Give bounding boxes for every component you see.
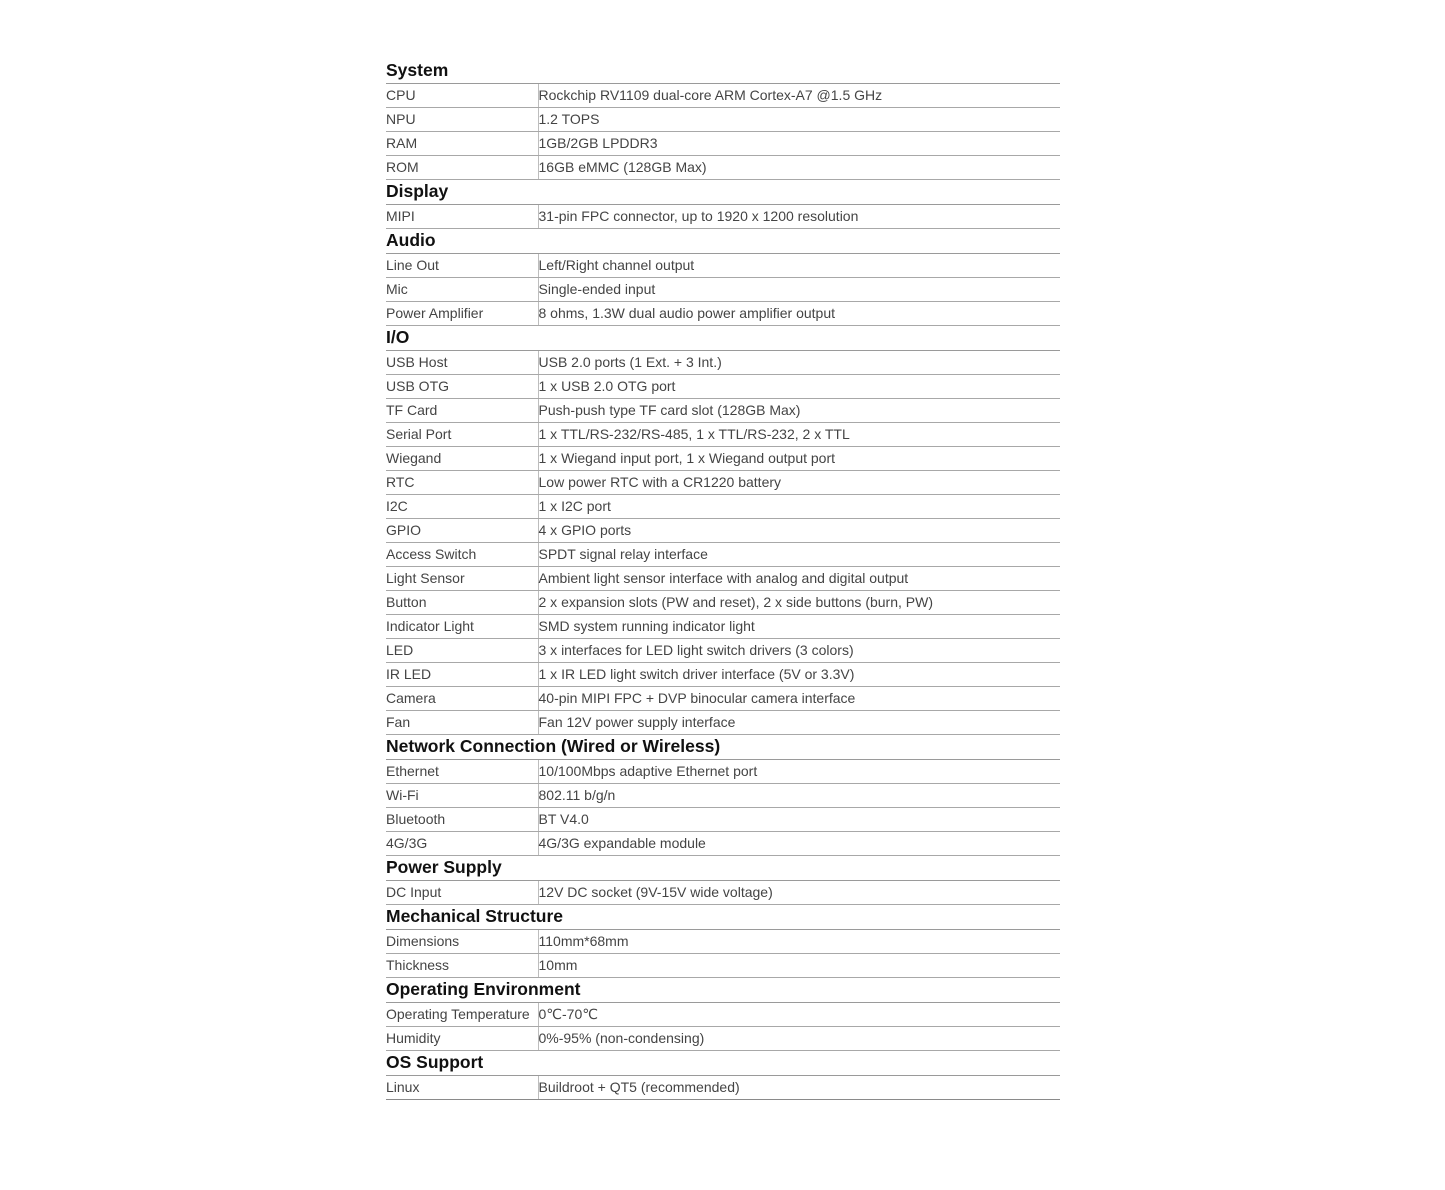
spec-label: MIPI xyxy=(386,204,538,228)
section-header-row xyxy=(386,179,1060,204)
spec-label: ROM xyxy=(386,155,538,179)
spec-value: Fan 12V power supply interface xyxy=(538,710,1060,734)
spec-value: Push-push type TF card slot (128GB Max) xyxy=(538,398,1060,422)
section-header-row xyxy=(386,1050,1060,1075)
spec-label: Wiegand xyxy=(386,446,538,470)
spec-label: I2C xyxy=(386,494,538,518)
spec-row xyxy=(386,1075,1060,1099)
spec-row xyxy=(386,155,1060,179)
spec-label: Mic xyxy=(386,277,538,301)
spec-row xyxy=(386,83,1060,107)
spec-row xyxy=(386,759,1060,783)
spec-value: Rockchip RV1109 dual-core ARM Cortex-A7 @1.5 GHz xyxy=(538,83,1060,107)
spec-label: Line Out xyxy=(386,253,538,277)
spec-row xyxy=(386,422,1060,446)
spec-label: Wi-Fi xyxy=(386,783,538,807)
section-title: Power Supply xyxy=(386,855,1060,880)
spec-row xyxy=(386,662,1060,686)
spec-label: Fan xyxy=(386,710,538,734)
spec-label: Humidity xyxy=(386,1026,538,1050)
spec-row xyxy=(386,831,1060,855)
spec-row xyxy=(386,710,1060,734)
section-header-row xyxy=(386,977,1060,1002)
spec-row xyxy=(386,1026,1060,1050)
spec-label: Serial Port xyxy=(386,422,538,446)
spec-value: SMD system running indicator light xyxy=(538,614,1060,638)
spec-row xyxy=(386,566,1060,590)
section-header-row xyxy=(386,855,1060,880)
spec-label: USB OTG xyxy=(386,374,538,398)
spec-label: IR LED xyxy=(386,662,538,686)
spec-value: USB 2.0 ports (1 Ext. + 3 Int.) xyxy=(538,350,1060,374)
spec-row xyxy=(386,204,1060,228)
section-title: Display xyxy=(386,179,1060,204)
spec-value: 1 x I2C port xyxy=(538,494,1060,518)
spec-label: Light Sensor xyxy=(386,566,538,590)
section-header-row xyxy=(386,228,1060,253)
spec-value: Left/Right channel output xyxy=(538,253,1060,277)
spec-row xyxy=(386,1002,1060,1026)
spec-value: 0%-95% (non-condensing) xyxy=(538,1026,1060,1050)
spec-value: 1.2 TOPS xyxy=(538,107,1060,131)
spec-row xyxy=(386,446,1060,470)
spec-label: Linux xyxy=(386,1075,538,1099)
section-header-row xyxy=(386,734,1060,759)
spec-row xyxy=(386,929,1060,953)
section-title: OS Support xyxy=(386,1050,1060,1075)
spec-row xyxy=(386,131,1060,155)
spec-row xyxy=(386,590,1060,614)
spec-value: 1 x TTL/RS-232/RS-485, 1 x TTL/RS-232, 2 x TTL xyxy=(538,422,1060,446)
spec-value: 3 x interfaces for LED light switch drivers (3 colors) xyxy=(538,638,1060,662)
spec-label: LED xyxy=(386,638,538,662)
spec-table xyxy=(386,58,1060,1100)
spec-row xyxy=(386,783,1060,807)
spec-value: 10/100Mbps adaptive Ethernet port xyxy=(538,759,1060,783)
spec-row xyxy=(386,638,1060,662)
spec-row xyxy=(386,107,1060,131)
spec-value: BT V4.0 xyxy=(538,807,1060,831)
spec-value: 8 ohms, 1.3W dual audio power amplifier output xyxy=(538,301,1060,325)
spec-label: RAM xyxy=(386,131,538,155)
spec-label: NPU xyxy=(386,107,538,131)
spec-label: Indicator Light xyxy=(386,614,538,638)
spec-row xyxy=(386,518,1060,542)
section-header-row xyxy=(386,325,1060,350)
section-header-row xyxy=(386,58,1060,83)
section-title: Mechanical Structure xyxy=(386,904,1060,929)
spec-value: 12V DC socket (9V-15V wide voltage) xyxy=(538,880,1060,904)
section-header-row xyxy=(386,904,1060,929)
spec-value: 40-pin MIPI FPC + DVP binocular camera interface xyxy=(538,686,1060,710)
spec-value: 1GB/2GB LPDDR3 xyxy=(538,131,1060,155)
spec-value: 1 x IR LED light switch driver interface (5V or 3.3V) xyxy=(538,662,1060,686)
spec-value: 1 x Wiegand input port, 1 x Wiegand output port xyxy=(538,446,1060,470)
spec-label: 4G/3G xyxy=(386,831,538,855)
section-title: Operating Environment xyxy=(386,977,1060,1002)
section-title: Audio xyxy=(386,228,1060,253)
spec-row xyxy=(386,880,1060,904)
spec-value: 2 x expansion slots (PW and reset), 2 x side buttons (burn, PW) xyxy=(538,590,1060,614)
spec-label: Button xyxy=(386,590,538,614)
spec-value: Low power RTC with a CR1220 battery xyxy=(538,470,1060,494)
spec-label: Bluetooth xyxy=(386,807,538,831)
spec-label: Camera xyxy=(386,686,538,710)
spec-value: 110mm*68mm xyxy=(538,929,1060,953)
spec-row xyxy=(386,494,1060,518)
spec-row xyxy=(386,253,1060,277)
spec-label: Access Switch xyxy=(386,542,538,566)
spec-row xyxy=(386,953,1060,977)
spec-value: 0℃-70℃ xyxy=(538,1002,1060,1026)
spec-value: 16GB eMMC (128GB Max) xyxy=(538,155,1060,179)
section-title: I/O xyxy=(386,325,1060,350)
spec-label: Ethernet xyxy=(386,759,538,783)
spec-row xyxy=(386,470,1060,494)
spec-row xyxy=(386,277,1060,301)
spec-label: Dimensions xyxy=(386,929,538,953)
spec-value: SPDT signal relay interface xyxy=(538,542,1060,566)
spec-value: Buildroot + QT5 (recommended) xyxy=(538,1075,1060,1099)
spec-value: 10mm xyxy=(538,953,1060,977)
spec-row xyxy=(386,686,1060,710)
spec-value: 1 x USB 2.0 OTG port xyxy=(538,374,1060,398)
spec-value: 4G/3G expandable module xyxy=(538,831,1060,855)
spec-value: Ambient light sensor interface with analog and digital output xyxy=(538,566,1060,590)
spec-label: RTC xyxy=(386,470,538,494)
spec-value: 4 x GPIO ports xyxy=(538,518,1060,542)
spec-label: USB Host xyxy=(386,350,538,374)
section-title: Network Connection (Wired or Wireless) xyxy=(386,734,1060,759)
spec-label: CPU xyxy=(386,83,538,107)
spec-row xyxy=(386,807,1060,831)
spec-row xyxy=(386,614,1060,638)
section-title: System xyxy=(386,58,1060,83)
spec-table-body xyxy=(386,58,1060,1099)
spec-label: GPIO xyxy=(386,518,538,542)
spec-value: 802.11 b/g/n xyxy=(538,783,1060,807)
spec-row xyxy=(386,374,1060,398)
spec-label: Operating Temperature xyxy=(386,1002,538,1026)
spec-row xyxy=(386,350,1060,374)
spec-row xyxy=(386,398,1060,422)
spec-label: Power Amplifier xyxy=(386,301,538,325)
spec-label: DC Input xyxy=(386,880,538,904)
spec-row xyxy=(386,301,1060,325)
spec-row xyxy=(386,542,1060,566)
spec-label: TF Card xyxy=(386,398,538,422)
spec-label: Thickness xyxy=(386,953,538,977)
spec-value: 31-pin FPC connector, up to 1920 x 1200 resolution xyxy=(538,204,1060,228)
spec-value: Single-ended input xyxy=(538,277,1060,301)
